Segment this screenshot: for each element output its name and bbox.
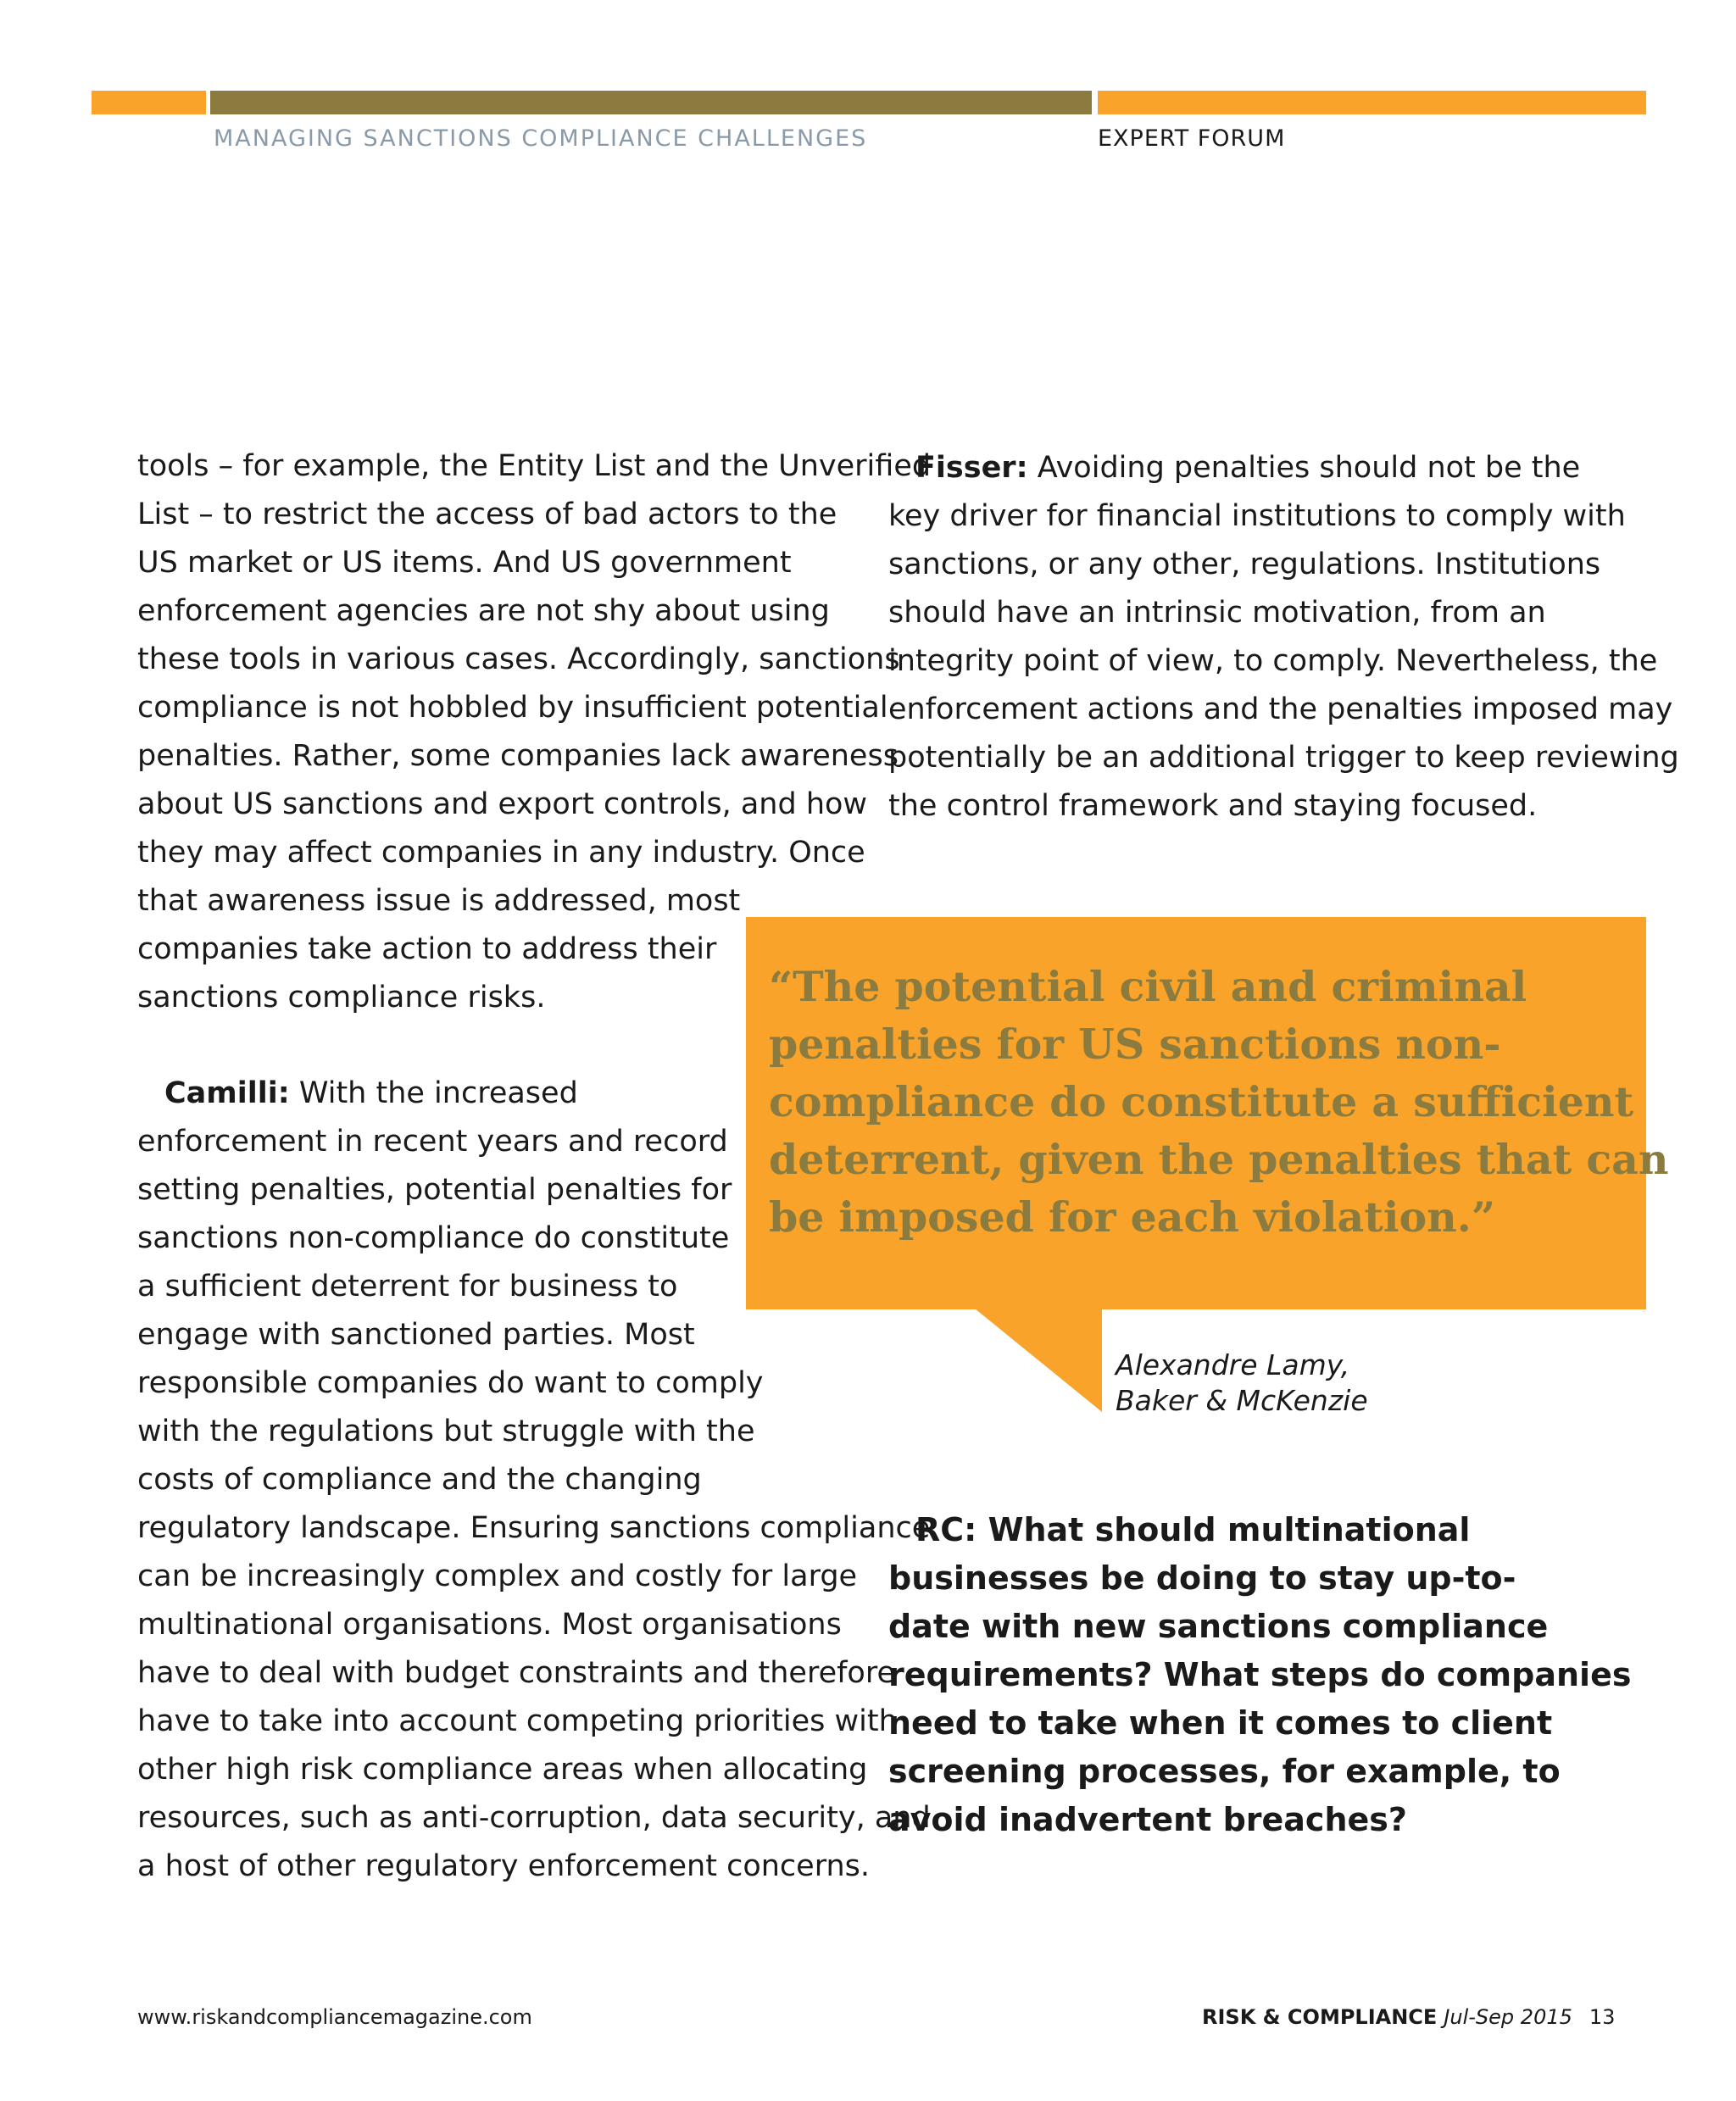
rc-question [888, 1506, 1631, 1844]
text-line: can be increasingly complex and costly for large [137, 1559, 858, 1593]
text-line: US market or US items. And US government [137, 546, 792, 580]
text-line: enforcement in recent years and record [137, 1125, 728, 1159]
text-line [888, 444, 1679, 492]
text-line: these tools in various cases. Accordingly, sanctions [137, 642, 900, 676]
quote-line: penalties for US sanctions non- [769, 1020, 1501, 1069]
speaker-name: Fisser: [915, 451, 1028, 485]
text-line: tools – for example, the Entity List and the Unverified [137, 449, 932, 483]
question-line: requirements? What steps do companies [888, 1656, 1632, 1693]
quote-line: “The potential civil and criminal [769, 962, 1527, 1011]
text-line: enforcement actions and the penalties imposed may [888, 692, 1673, 726]
text-line: regulatory landscape. Ensuring sanctions compliance [137, 1511, 931, 1545]
quote-line: compliance do constitute a sufficient [769, 1077, 1634, 1126]
text-line: should have an intrinsic motivation, from an [888, 596, 1546, 630]
text-line: integrity point of view, to comply. Nevertheless, the [888, 644, 1658, 678]
text-line: engage with sanctioned parties. Most [137, 1318, 695, 1352]
question-line: RC: What should multinational [915, 1511, 1471, 1548]
text-line: other high risk compliance areas when allocating [137, 1753, 868, 1787]
page-number: 13 [1589, 2005, 1616, 2029]
text-line: they may affect companies in any industry. Once [137, 836, 865, 870]
question-line: date with new sanctions compliance [888, 1608, 1549, 1645]
text-line: enforcement agencies are not shy about using [137, 594, 830, 628]
section-tag: EXPERT FORUM [1098, 125, 1286, 152]
magazine-name: RISK & COMPLIANCE [1202, 2005, 1438, 2029]
speaker-name: Camilli: [164, 1076, 290, 1110]
text-line: potentially be an additional trigger to keep reviewing [888, 741, 1679, 775]
quote-line: deterrent, given the penalties that can [769, 1135, 1669, 1184]
footer-issue-info [1202, 2005, 1615, 2029]
text-line: setting penalties, potential penalties for [137, 1173, 732, 1207]
text-line: with the regulations but struggle with the [137, 1415, 755, 1448]
attribution-name: Alexandre Lamy, [1116, 1348, 1350, 1381]
text-line: resources, such as anti-corruption, data security, and [137, 1801, 931, 1835]
text-run: With the increased [289, 1076, 578, 1110]
text-line: have to take into account competing priorities with [137, 1704, 898, 1738]
text-line: compliance is not hobbled by insufficient potential [137, 691, 888, 725]
section-title: MANAGING SANCTIONS COMPLIANCE CHALLENGES [214, 125, 868, 152]
text-line: that awareness issue is addressed, most [137, 884, 741, 918]
question-line: avoid inadvertent breaches? [888, 1801, 1407, 1838]
header-bar-right [1098, 91, 1646, 114]
question-line: need to take when it comes to client [888, 1704, 1553, 1742]
pull-quote-attribution [1116, 1348, 1368, 1419]
text-line: costs of compliance and the changing [137, 1463, 702, 1497]
question-line: screening processes, for example, to [888, 1753, 1561, 1790]
text-line: companies take action to address their [137, 932, 717, 966]
text-line: List – to restrict the access of bad actors to the [137, 497, 837, 531]
question-line: businesses be doing to stay up-to- [888, 1559, 1516, 1597]
header-bar-middle [210, 91, 1092, 114]
pull-quote-tail [975, 1309, 1102, 1412]
text-line: sanctions non-compliance do constitute [137, 1221, 730, 1255]
text-line: have to deal with budget constraints and therefore [137, 1656, 895, 1690]
text-line: a host of other regulatory enforcement concerns. [137, 1849, 871, 1883]
quote-line: be imposed for each violation.” [769, 1192, 1495, 1242]
text-line: key driver for financial institutions to comply with [888, 499, 1626, 533]
text-line: the control framework and staying focused. [888, 789, 1538, 823]
issue-date: Jul-Sep 2015 [1444, 2005, 1572, 2029]
footer-website-link[interactable]: www.riskandcompliancemagazine.com [137, 2005, 532, 2029]
pull-quote-text [769, 958, 1669, 1246]
header-bar-left [92, 91, 206, 114]
text-line: sanctions, or any other, regulations. Institutions [888, 547, 1601, 581]
right-column-paragraph [888, 444, 1679, 831]
text-line: sanctions compliance risks. [137, 981, 546, 1014]
attribution-org: Baker & McKenzie [1116, 1384, 1368, 1417]
text-line: responsible companies do want to comply [137, 1366, 764, 1400]
text-line: a sufficient deterrent for business to [137, 1270, 678, 1303]
text-line: multinational organisations. Most organisations [137, 1608, 842, 1642]
text-line: penalties. Rather, some companies lack awareness [137, 739, 899, 773]
text-line: about US sanctions and export controls, and how [137, 787, 868, 821]
text-run: Avoiding penalties should not be the [1027, 451, 1581, 485]
